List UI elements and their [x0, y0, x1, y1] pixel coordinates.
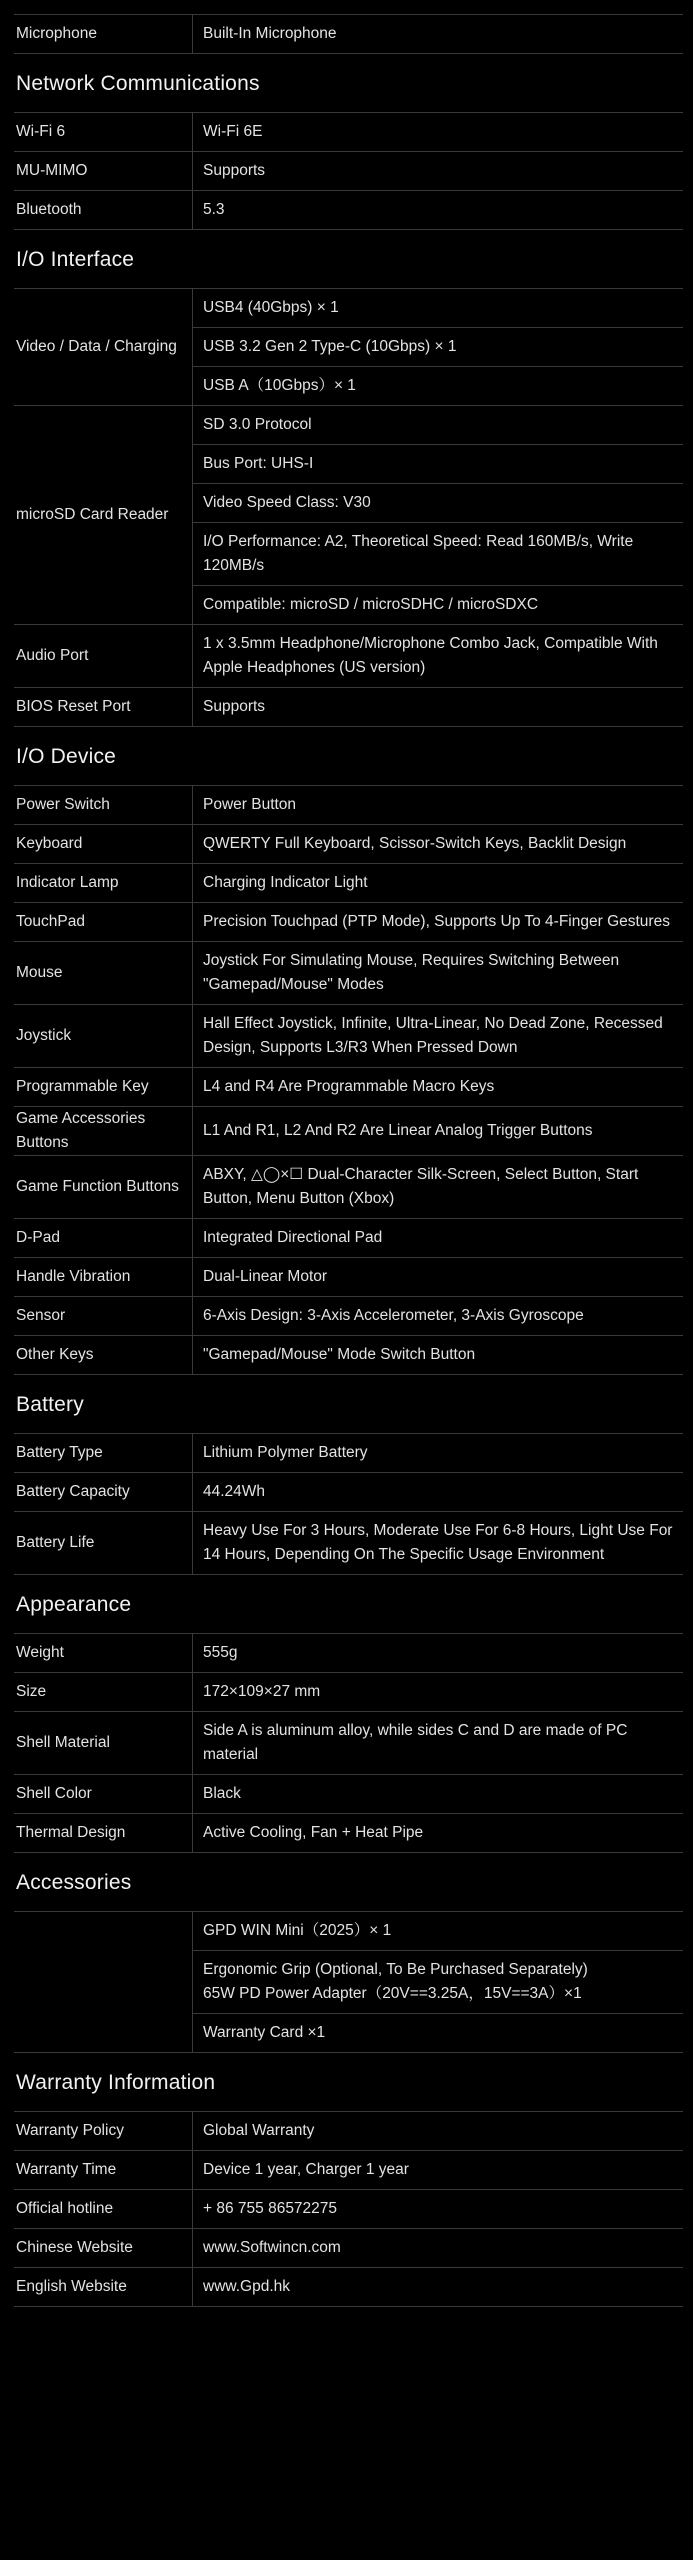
section-title: Warranty Information	[16, 2071, 216, 2094]
spec-row	[14, 942, 683, 1005]
spec-label: Official hotline	[14, 2190, 193, 2229]
spec-table	[14, 1433, 683, 1575]
spec-label: Joystick	[14, 1005, 193, 1068]
spec-row	[14, 825, 683, 864]
spec-value: 1 x 3.5mm Headphone/Microphone Combo Jack, Compatible With Apple Headphones (US version)	[193, 625, 684, 688]
spec-row	[14, 1258, 683, 1297]
spec-label: Battery Capacity	[14, 1473, 193, 1512]
spec-label: Size	[14, 1673, 193, 1712]
spec-row	[14, 2229, 683, 2268]
spec-label: Video / Data / Charging	[14, 289, 193, 406]
spec-table	[14, 785, 683, 1375]
spec-label: Game Accessories Buttons	[14, 1107, 193, 1156]
spec-value: Power Button	[193, 786, 684, 825]
spec-row	[14, 191, 683, 230]
spec-label: Battery Life	[14, 1512, 193, 1575]
spec-row	[14, 2268, 683, 2307]
section-title: I/O Device	[16, 745, 117, 768]
spec-value: GPD WIN Mini（2025）× 1	[193, 1912, 684, 1951]
spec-label: BIOS Reset Port	[14, 688, 193, 727]
spec-label	[14, 1912, 193, 2053]
spec-table	[14, 15, 683, 54]
spec-value: Charging Indicator Light	[193, 864, 684, 903]
spec-row	[14, 113, 683, 152]
spec-table	[14, 2111, 683, 2307]
spec-value: Global Warranty	[193, 2112, 684, 2151]
spec-label: Handle Vibration	[14, 1258, 193, 1297]
spec-value: Warranty Card ×1	[193, 2014, 684, 2053]
spec-label: Bluetooth	[14, 191, 193, 230]
spec-row	[14, 2112, 683, 2151]
spec-label: Power Switch	[14, 786, 193, 825]
spec-value: Precision Touchpad (PTP Mode), Supports Up To 4-Finger Gestures	[193, 903, 684, 942]
spec-row	[14, 786, 683, 825]
spec-label: Keyboard	[14, 825, 193, 864]
spec-value: Video Speed Class: V30	[193, 484, 684, 523]
spec-label: Shell Color	[14, 1775, 193, 1814]
spec-label: Wi-Fi 6	[14, 113, 193, 152]
spec-label: Microphone	[14, 15, 193, 54]
spec-value: Black	[193, 1775, 684, 1814]
spec-table	[14, 112, 683, 230]
previous-section-divider	[14, 0, 683, 15]
spec-value: Hall Effect Joystick, Infinite, Ultra-Linear, No Dead Zone, Recessed Design, Supports L3/R3 When Pressed Down	[193, 1005, 684, 1068]
spec-row	[14, 1512, 683, 1575]
spec-value: L1 And R1, L2 And R2 Are Linear Analog Trigger Buttons	[193, 1107, 684, 1156]
spec-row	[14, 1912, 683, 1951]
spec-value: + 86 755 86572275	[193, 2190, 684, 2229]
spec-row	[14, 1156, 683, 1219]
spec-value: "Gamepad/Mouse" Mode Switch Button	[193, 1336, 684, 1375]
spec-value: Dual-Linear Motor	[193, 1258, 684, 1297]
spec-value: Wi-Fi 6E	[193, 113, 684, 152]
spec-value: I/O Performance: A2, Theoretical Speed: Read 160MB/s, Write 120MB/s	[193, 523, 684, 586]
spec-value: Ergonomic Grip (Optional, To Be Purchased Separately) 65W PD Power Adapter（20V==3.25A，15V==3A）×1	[193, 1951, 684, 2014]
spec-row	[14, 1297, 683, 1336]
spec-label: Thermal Design	[14, 1814, 193, 1853]
spec-row	[14, 1814, 683, 1853]
spec-value: 44.24Wh	[193, 1473, 684, 1512]
spec-table	[14, 1911, 683, 2053]
spec-label: TouchPad	[14, 903, 193, 942]
spec-row	[14, 2190, 683, 2229]
spec-value: 555g	[193, 1634, 684, 1673]
spec-value: Device 1 year, Charger 1 year	[193, 2151, 684, 2190]
spec-row	[14, 1634, 683, 1673]
spec-value: USB A（10Gbps）× 1	[193, 367, 684, 406]
spec-label: Other Keys	[14, 1336, 193, 1375]
spec-value: Compatible: microSD / microSDHC / microSDXC	[193, 586, 684, 625]
spec-row	[14, 1712, 683, 1775]
spec-value: 5.3	[193, 191, 684, 230]
spec-label: English Website	[14, 2268, 193, 2307]
spec-label: MU-MIMO	[14, 152, 193, 191]
spec-row	[14, 1107, 683, 1156]
spec-row	[14, 15, 683, 54]
spec-label: Audio Port	[14, 625, 193, 688]
spec-value: Supports	[193, 688, 684, 727]
spec-value: Built-In Microphone	[193, 15, 684, 54]
spec-row	[14, 1434, 683, 1473]
spec-label: Chinese Website	[14, 2229, 193, 2268]
spec-row	[14, 406, 683, 445]
spec-label: Indicator Lamp	[14, 864, 193, 903]
spec-value: Integrated Directional Pad	[193, 1219, 684, 1258]
spec-label: Warranty Policy	[14, 2112, 193, 2151]
spec-label: Battery Type	[14, 1434, 193, 1473]
spec-row	[14, 1336, 683, 1375]
spec-value: Heavy Use For 3 Hours, Moderate Use For 6-8 Hours, Light Use For 14 Hours, Depending On The Specific Usage Environment	[193, 1512, 684, 1575]
spec-value: USB 3.2 Gen 2 Type-C (10Gbps) × 1	[193, 328, 684, 367]
spec-label: Shell Material	[14, 1712, 193, 1775]
spec-value: 172×109×27 mm	[193, 1673, 684, 1712]
spec-label: Programmable Key	[14, 1068, 193, 1107]
section-title: Battery	[16, 1393, 84, 1416]
spec-row	[14, 1068, 683, 1107]
spec-row	[14, 289, 683, 328]
section-title: Appearance	[16, 1593, 132, 1616]
spec-value: USB4 (40Gbps) × 1	[193, 289, 684, 328]
section-title: Network Communications	[16, 72, 260, 95]
spec-value: Active Cooling, Fan + Heat Pipe	[193, 1814, 684, 1853]
spec-value: Supports	[193, 152, 684, 191]
spec-value: www.Softwincn.com	[193, 2229, 684, 2268]
spec-value: Bus Port: UHS-I	[193, 445, 684, 484]
spec-table	[14, 288, 683, 727]
spec-value: Lithium Polymer Battery	[193, 1434, 684, 1473]
spec-row	[14, 864, 683, 903]
spec-value: SD 3.0 Protocol	[193, 406, 684, 445]
spec-label: Game Function Buttons	[14, 1156, 193, 1219]
spec-value: Joystick For Simulating Mouse, Requires Switching Between "Gamepad/Mouse" Modes	[193, 942, 684, 1005]
spec-value: QWERTY Full Keyboard, Scissor-Switch Keys, Backlit Design	[193, 825, 684, 864]
section-title: Accessories	[16, 1871, 132, 1894]
spec-table	[14, 1633, 683, 1853]
spec-value: L4 and R4 Are Programmable Macro Keys	[193, 1068, 684, 1107]
spec-value: ABXY, △◯×☐ Dual-Character Silk-Screen, Select Button, Start Button, Menu Button (Xbox)	[193, 1156, 684, 1219]
spec-label: Warranty Time	[14, 2151, 193, 2190]
spec-row	[14, 152, 683, 191]
spec-label: Weight	[14, 1634, 193, 1673]
spec-label: microSD Card Reader	[14, 406, 193, 625]
spec-label: Mouse	[14, 942, 193, 1005]
spec-row	[14, 1005, 683, 1068]
spec-label: Sensor	[14, 1297, 193, 1336]
spec-row	[14, 1473, 683, 1512]
spec-value: www.Gpd.hk	[193, 2268, 684, 2307]
spec-row	[14, 2151, 683, 2190]
spec-label: D-Pad	[14, 1219, 193, 1258]
spec-row	[14, 1775, 683, 1814]
spec-row	[14, 1219, 683, 1258]
spec-row	[14, 688, 683, 727]
spec-row	[14, 1673, 683, 1712]
section-title: I/O Interface	[16, 248, 135, 271]
spec-sections	[14, 15, 683, 2307]
spec-value: 6-Axis Design: 3-Axis Accelerometer, 3-Axis Gyroscope	[193, 1297, 684, 1336]
spec-row	[14, 625, 683, 688]
spec-value: Side A is aluminum alloy, while sides C and D are made of PC material	[193, 1712, 684, 1775]
spec-row	[14, 903, 683, 942]
